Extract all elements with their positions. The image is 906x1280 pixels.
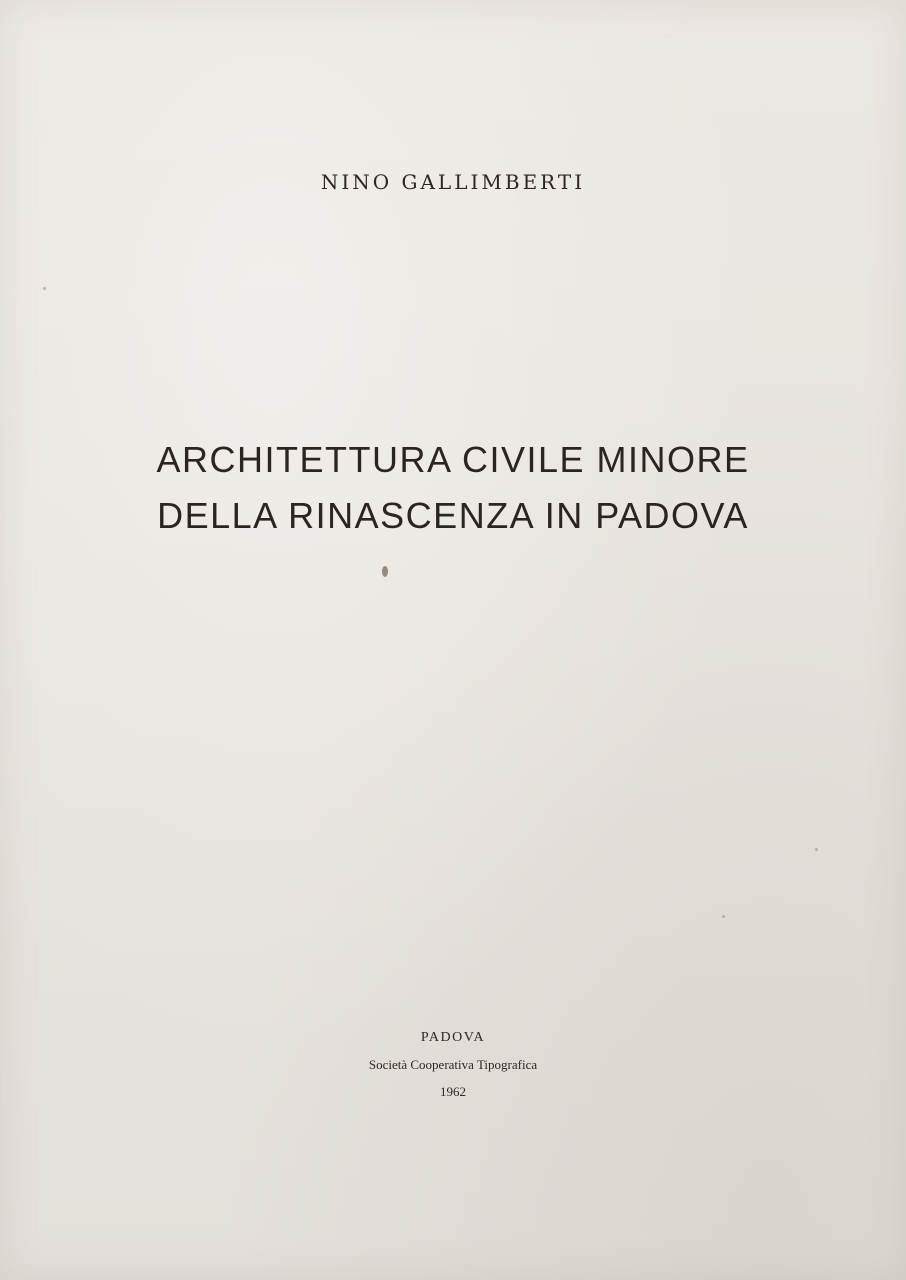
paper-speck xyxy=(815,848,818,851)
title-line-2: DELLA RINASCENZA IN PADOVA xyxy=(157,495,749,536)
author-name: NINO GALLIMBERTI xyxy=(320,170,586,194)
title-line-1: ARCHITETTURA CIVILE MINORE xyxy=(156,439,750,480)
imprint-publisher: Società Cooperativa Tipografica xyxy=(368,1057,538,1072)
imprint xyxy=(0,1028,906,1102)
imprint-year: 1962 xyxy=(440,1084,466,1099)
imprint-city: PADOVA xyxy=(420,1030,486,1045)
paper-speck xyxy=(43,287,46,290)
ink-spot xyxy=(382,566,388,577)
book-title xyxy=(0,432,906,544)
paper-speck xyxy=(722,915,725,918)
